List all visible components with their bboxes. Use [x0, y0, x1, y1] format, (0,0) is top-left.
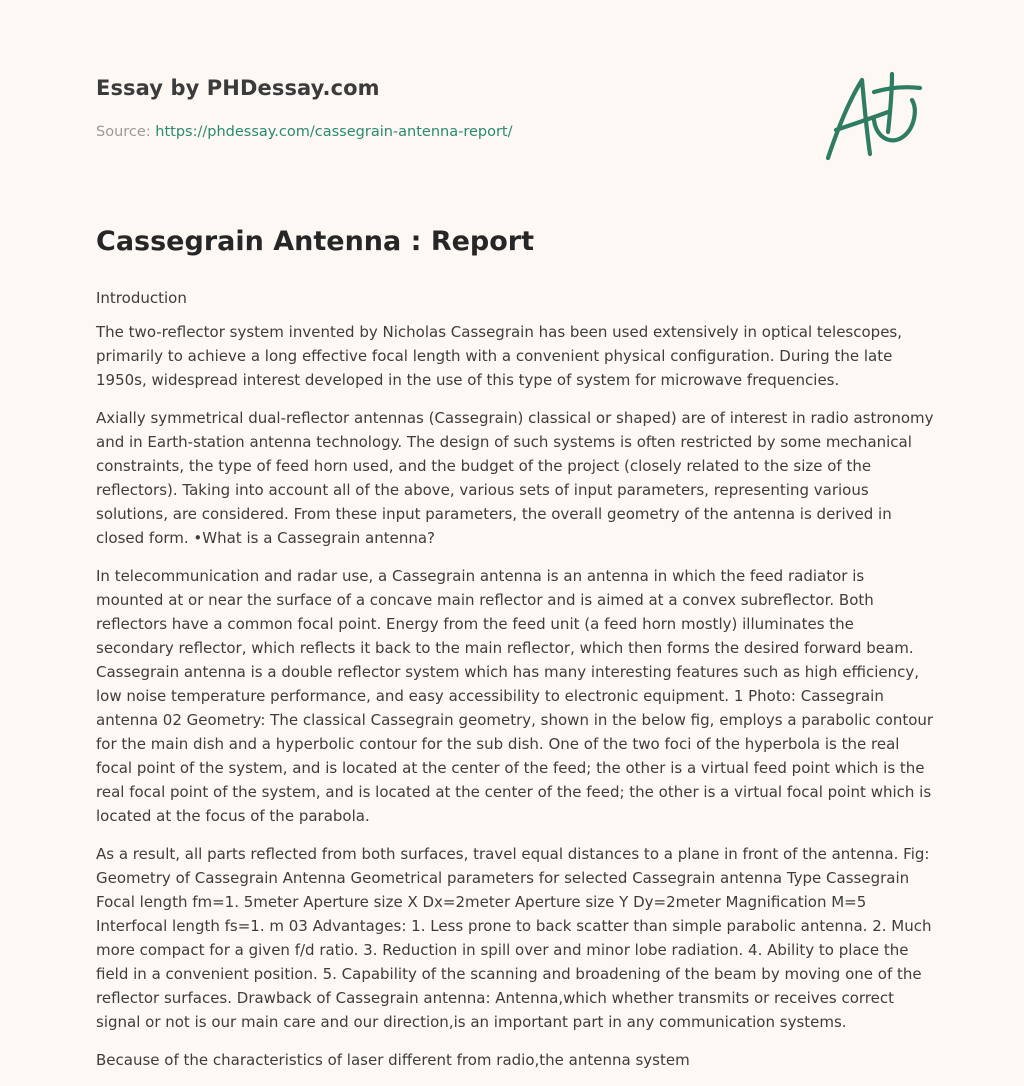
- essay-paragraph: As a result, all parts reflected from both surfaces, travel equal distances to a plane in front of the antenna. Fig: Geometry of Cassegrain Antenna Geometrical parameters for selected Cassegrain antenna Type Cassegrain Focal length fm=1. 5meter Aperture size X Dx=2meter Aperture size Y Dy=2meter Magnification M=5 Interfocal length fs=1. m 03 Advantages: 1. Less prone to back scatter than simple parabolic antenna. 2. Much more compact for a given f/d ratio. 3. Reduction in spill over and minor lobe radiation. 4. Ability to place the field in a convenient position. 5. Capability of the scanning and broadening of the beam by moving one of the reflector surfaces. Drawback of Cassegrain antenna: Antenna,which whether transmits or receives correct signal or not is our main care and our direction,is an important part in any communication systems.: [96, 845, 932, 1031]
- header: [96, 76, 796, 140]
- essay-paragraph: Axially symmetrical dual-reflector antennas (Cassegrain) classical or shaped) are of interest in radio astronomy and in Earth-station antenna technology. The design of such systems is often restricted by some mechanical constraints, the type of feed horn used, and the budget of the project (closely related to the size of the reflectors). Taking into account all of the above, various sets of input parameters, representing various solutions, are considered. From these input parameters, the overall geometry of the antenna is derived in closed form. •What is a Cassegrain antenna?: [96, 409, 934, 547]
- essay-paragraph: Because of the characteristics of laser different from radio,the antenna system: [96, 1051, 690, 1069]
- essay-title: Cassegrain Antenna : Report: [96, 226, 535, 257]
- a-plus-logo: [822, 66, 926, 166]
- source-label: Source:: [96, 124, 156, 140]
- essay-paragraph: In telecommunication and radar use, a Cassegrain antenna is an antenna in which the feed radiator is mounted at or near the surface of a concave main reflector and is aimed at a convex subreflector. Both reflectors have a common focal point. Energy from the feed unit (a feed horn mostly) illuminates the secondary reflector, which reflects it back to the main reflector, which then forms the desired forward beam. Cassegrain antenna is a double reflector system which has many interesting features such as high efficiency, low noise temperature performance, and easy accessibility to electronic equipment. 1 Photo: Cassegrain antenna 02 Geometry: The classical Cassegrain geometry, shown in the below fig, employs a parabolic contour for the main dish and a hyperbolic contour for the sub dish. One of the two foci of the hyperbola is the real focal point of the system, and is located at the center of the feed; the other is a virtual feed point which is the real focal point of the system, and is located at the center of the feed; the other is a virtual focal point which is located at the focus of the parabola.: [96, 567, 934, 825]
- source-link[interactable]: https://phdessay.com/cassegrain-antenna-report/: [155, 124, 513, 140]
- a-plus-logo-icon: [822, 66, 926, 166]
- essay-paragraph-intro: Introduction: [96, 289, 187, 307]
- essay-body: [96, 286, 934, 1086]
- site-title: Essay by PHDessay.com: [96, 76, 380, 100]
- source-line: [96, 124, 513, 140]
- essay-paragraph: The two-reflector system invented by Nicholas Cassegrain has been used extensively in optical telescopes, primarily to achieve a long effective focal length with a convenient physical configuration. During the late 1950s, widespread interest developed in the use of this type of system for microwave frequencies.: [96, 323, 903, 389]
